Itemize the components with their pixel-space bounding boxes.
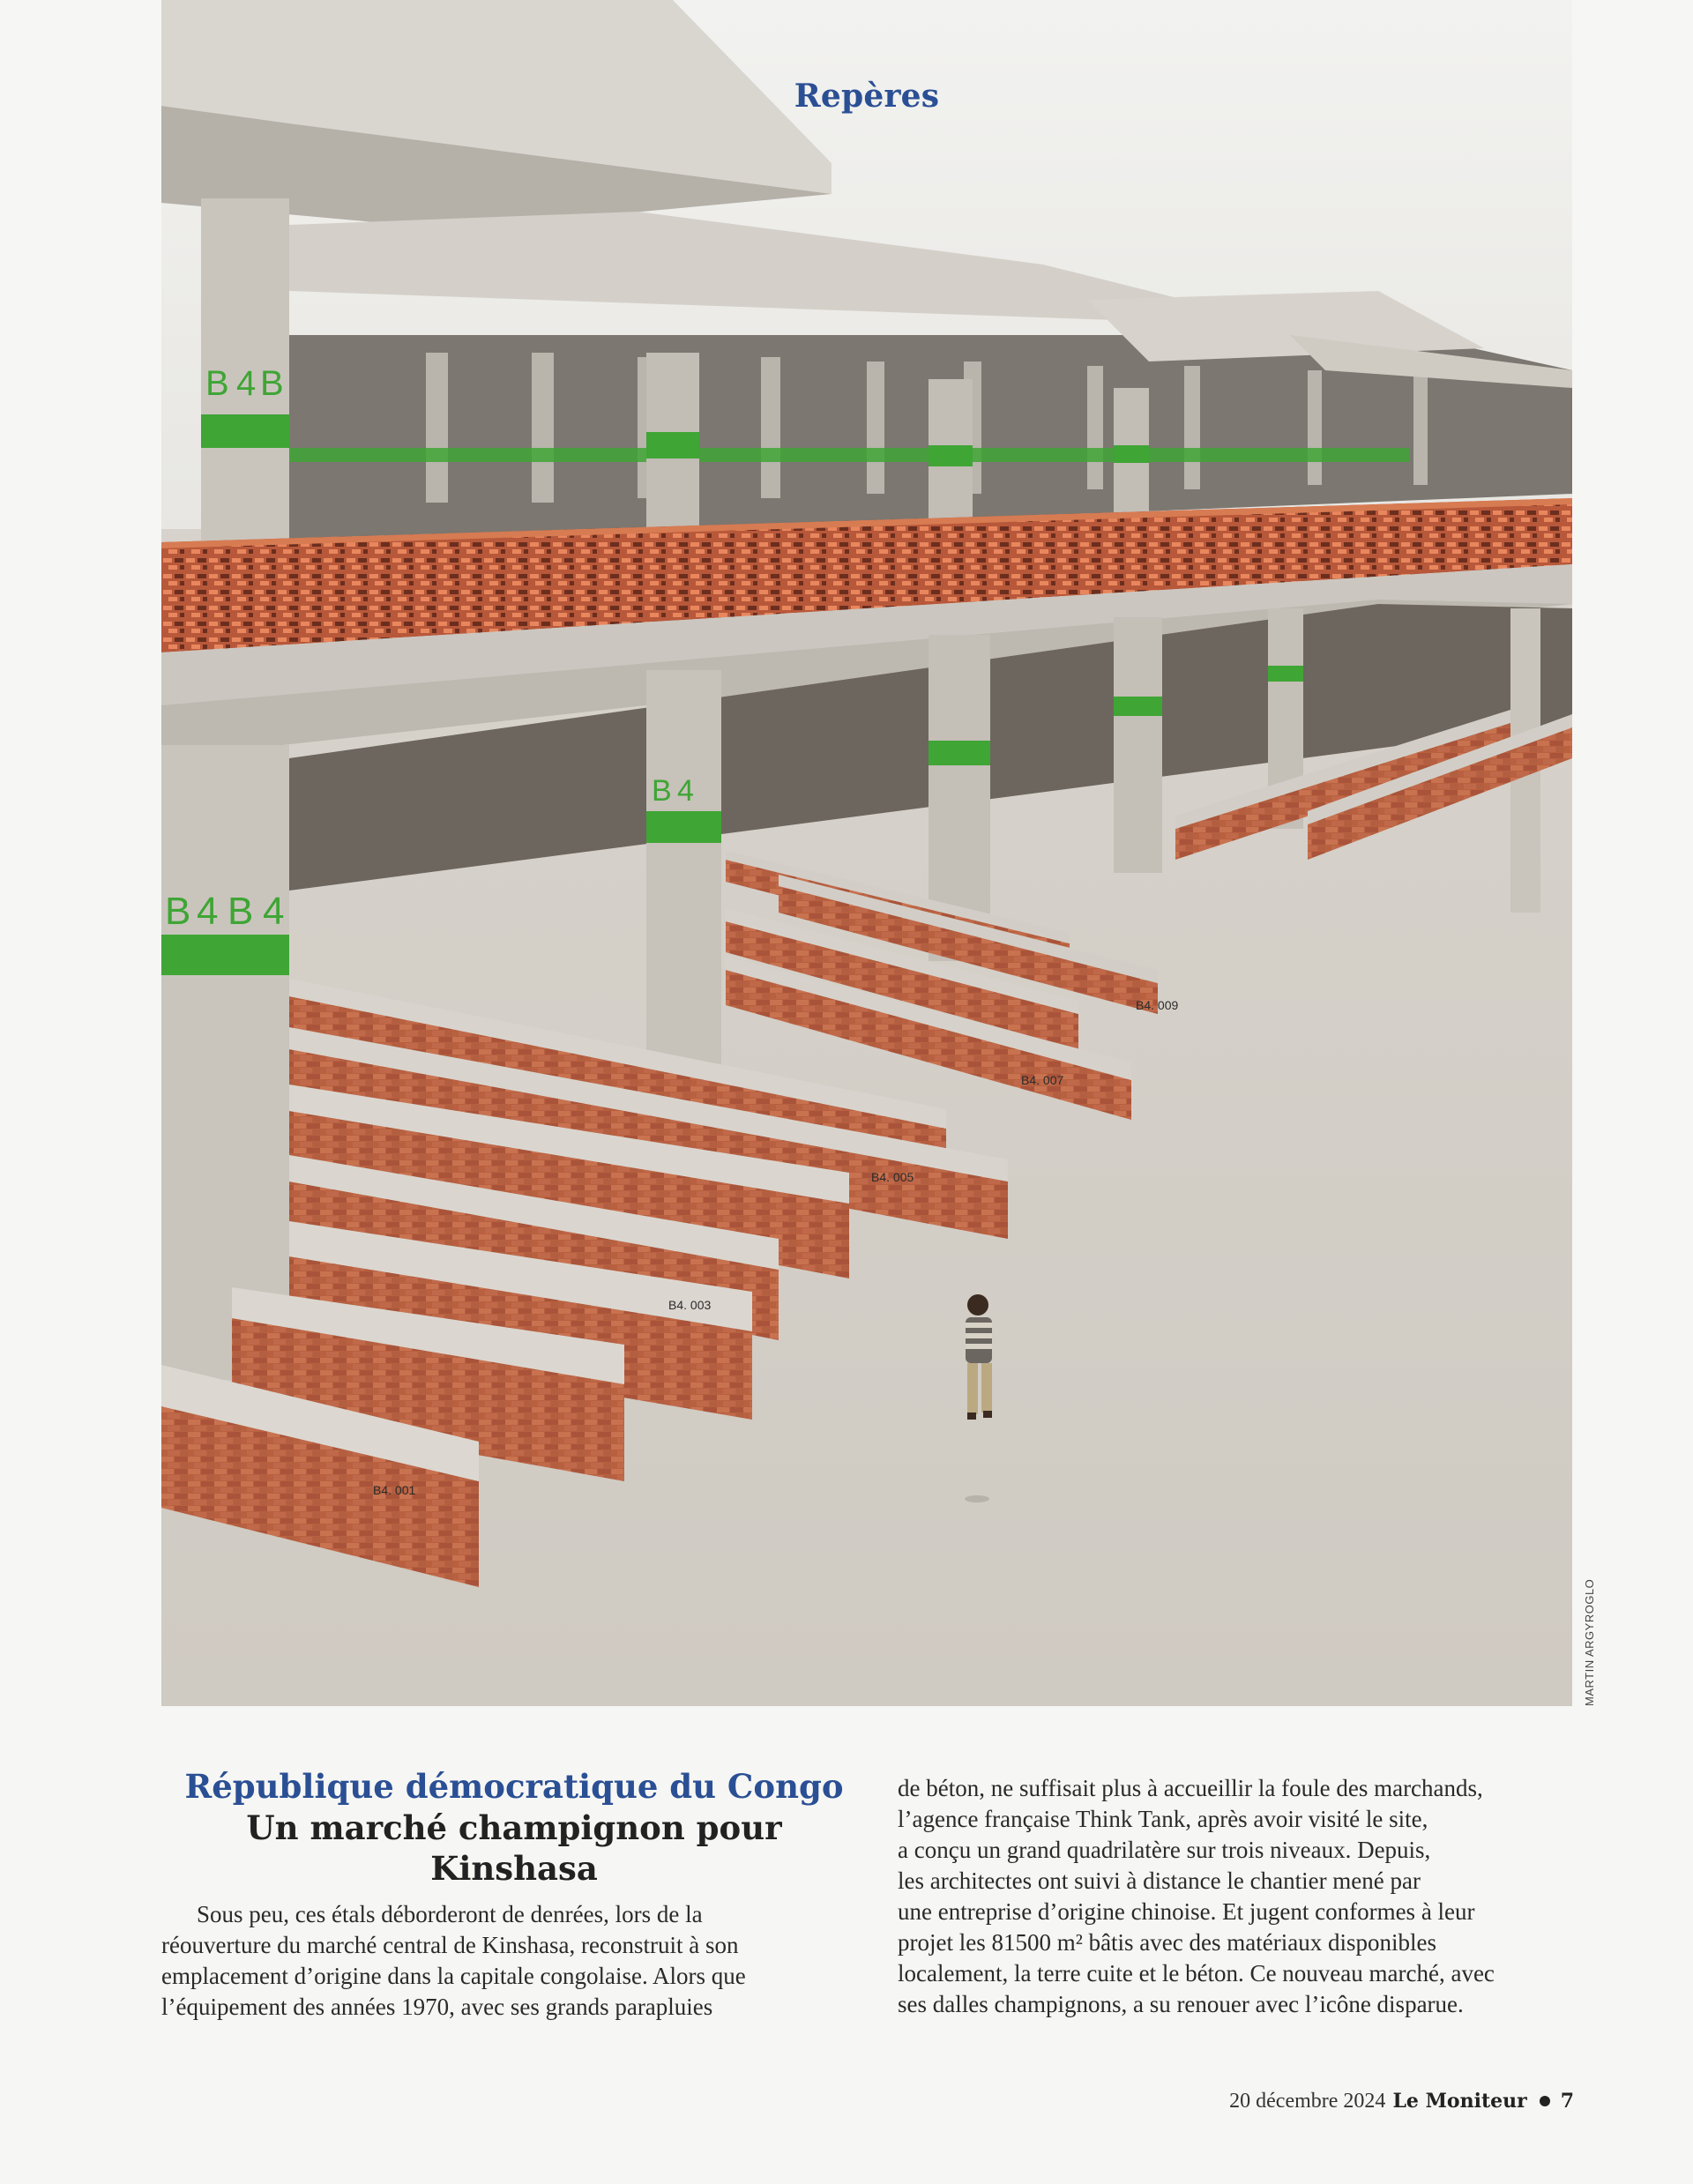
separator-dot <box>1540 2096 1550 2106</box>
body-line: l’agence française Think Tank, après avoir visité le site, <box>898 1806 1428 1832</box>
svg-text:4: 4 <box>677 774 694 808</box>
svg-text:4: 4 <box>236 364 257 403</box>
body-line: projet les 81500 m² bâtis avec des matériaux disponibles <box>898 1929 1436 1956</box>
publication-name: Le Moniteur <box>1392 2090 1527 2113</box>
body-line: une entreprise d’origine chinoise. Et jugent conformes à leur <box>898 1898 1475 1925</box>
svg-text:4: 4 <box>197 890 219 933</box>
body-line: localement, la terre cuite et le béton. Ce nouveau marché, avec <box>898 1960 1495 1986</box>
body-line: de béton, ne suffisait plus à accueillir la foule des marchands, <box>898 1775 1483 1801</box>
market-photo <box>161 0 1572 1706</box>
article-kicker: République démocratique du Congo <box>184 1767 844 1806</box>
photo-credit: MARTIN ARGYROGLO <box>1583 1578 1596 1706</box>
body-line: a conçu un grand quadrilatère sur trois niveaux. Depuis, <box>898 1837 1431 1863</box>
svg-text:B: B <box>205 364 229 403</box>
page-footer <box>1229 2090 1574 2113</box>
body-line: ses dalles champignons, a su renouer avec l’icône disparue. <box>898 1991 1464 2017</box>
body-line: les architectes ont suivi à distance le chantier mené par <box>898 1867 1421 1894</box>
article-headline: Un marché champignon pour Kinshasa <box>246 1808 782 1888</box>
stall-number: B4. 003 <box>668 1298 712 1312</box>
section-label: Repères <box>794 78 940 115</box>
body-line: l’équipement des années 1970, avec ses grands parapluies <box>161 1994 713 2020</box>
issue-date: 20 décembre 2024 <box>1229 2090 1386 2113</box>
body-column-2 <box>898 1773 1577 2020</box>
body-line: emplacement d’origine dans la capitale congolaise. Alors que <box>161 1963 746 1989</box>
stall-number: B4. 009 <box>1136 998 1179 1012</box>
body-line: Sous peu, ces étals déborderont de denrées, lors de la <box>197 1901 703 1927</box>
body-line: réouverture du marché central de Kinshasa, reconstruit à son <box>161 1932 739 1958</box>
svg-text:B: B <box>652 774 672 808</box>
svg-text:B: B <box>260 364 284 403</box>
stall-number: B4. 001 <box>373 1483 416 1497</box>
stall-number: B4. 005 <box>871 1170 914 1184</box>
page-number: 7 <box>1560 2090 1574 2113</box>
stall-number: B4. 007 <box>1021 1073 1064 1087</box>
svg-text:4: 4 <box>263 890 285 933</box>
svg-text:B: B <box>227 890 254 933</box>
svg-text:B: B <box>165 890 191 933</box>
body-column-1 <box>161 1899 814 2023</box>
